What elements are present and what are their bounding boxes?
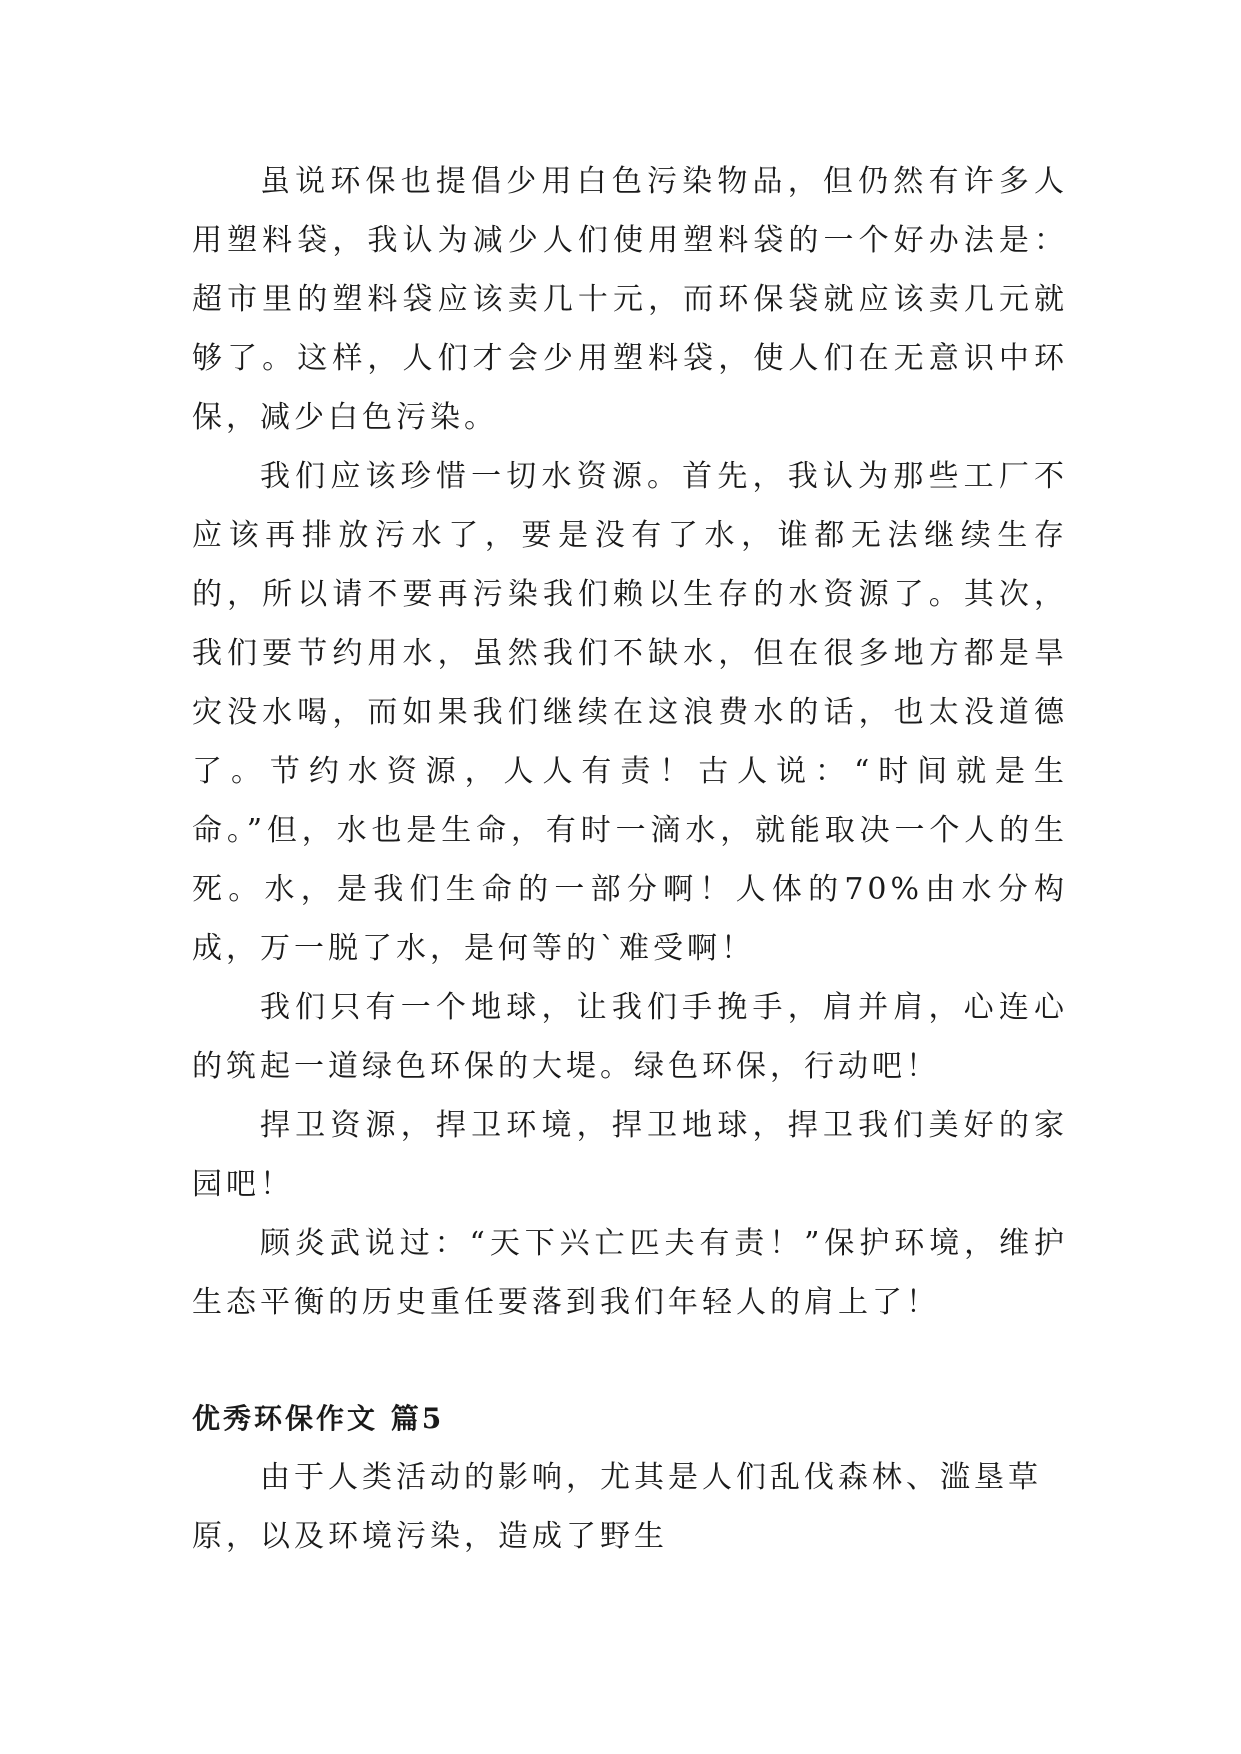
paragraph-plastic-bags: 虽说环保也提倡少用白色污染物品，但仍然有许多人用塑料袋，我认为减少人们使用塑料袋的一个好办法是：超市里的塑料袋应该卖几十元，而环保袋就应该卖几元就够了。这样，人们才会少用塑料袋，使人们在无意识中环保，减少白色污染。	[192, 164, 1068, 435]
paragraph-one-earth: 我们只有一个地球，让我们手挽手，肩并肩，心连心的筑起一道绿色环保的大堤。绿色环保，行动吧！	[192, 990, 1068, 1084]
section-title: 优秀环保作文 篇5	[192, 1402, 445, 1435]
paragraph-gu-yanwu: 顾炎武说过：“天下兴亡匹夫有责！”保护环境，维护生态平衡的历史重任要落到我们年轻人的肩上了！	[192, 1226, 1068, 1320]
paragraph-defend: 捍卫资源，捍卫环境，捍卫地球，捍卫我们美好的家园吧！	[192, 1108, 1068, 1202]
document-body	[192, 152, 1068, 1566]
paragraph-wildlife: 由于人类活动的影响，尤其是人们乱伐森林、滥垦草原，以及环境污染，造成了野生	[192, 1460, 1042, 1554]
paragraph-water-resources: 我们应该珍惜一切水资源。首先，我认为那些工厂不应该再排放污水了，要是没有了水，谁都无法继续生存的，所以请不要再污染我们赖以生存的水资源了。其次，我们要节约用水，虽然我们不缺水，但在很多地方都是旱灾没水喝，而如果我们继续在这浪费水的话，也太没道德了。节约水资源，人人有责！古人说：“时间就是生命。”但，水也是生命，有时一滴水，就能取决一个人的生死。水，是我们生命的一部分啊！人体的70%由水分构成，万一脱了水，是何等的`难受啊！	[192, 459, 1068, 966]
